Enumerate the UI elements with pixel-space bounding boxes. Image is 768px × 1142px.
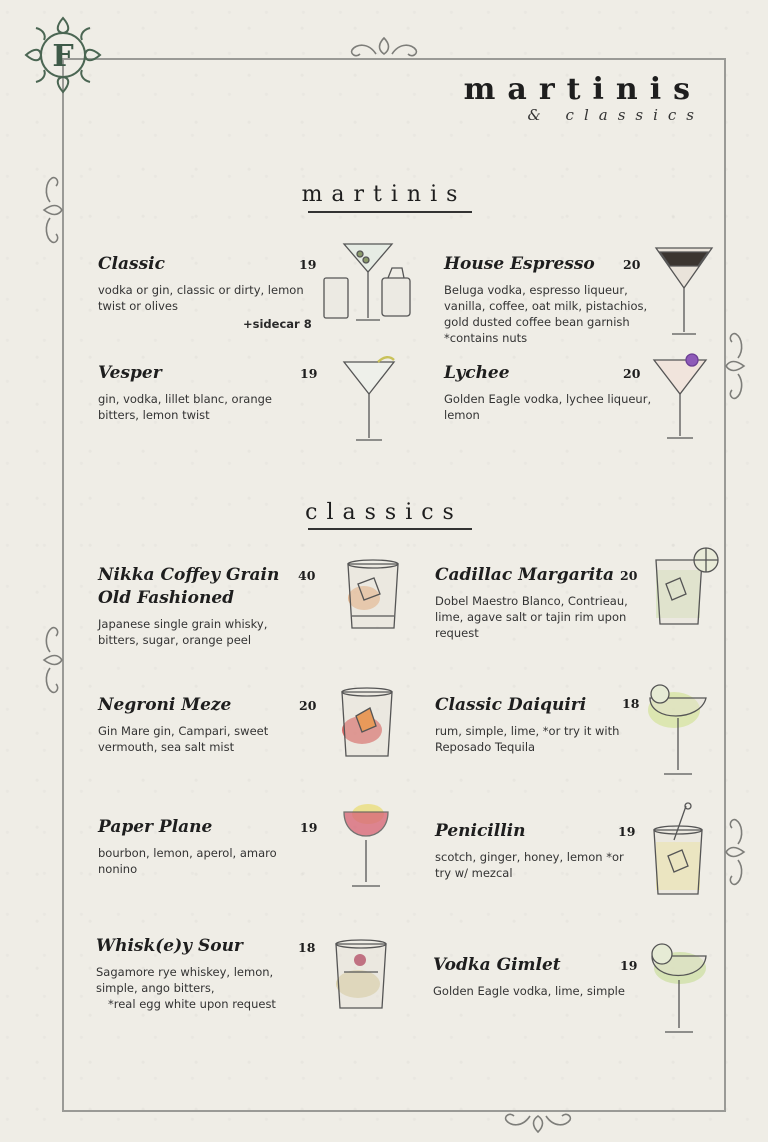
- menu-item-vesper: [98, 362, 328, 423]
- item-price: 18: [622, 696, 640, 711]
- item-name: Negroni Meze: [98, 695, 232, 715]
- item-price: 40: [298, 568, 316, 583]
- monogram-letter: F: [52, 39, 74, 74]
- old-fashioned-illustration: [340, 558, 406, 634]
- item-description: scotch, ginger, honey, lemon *or try w/ mezcal: [435, 850, 624, 880]
- menu-item-nikka-old-fashioned: [98, 564, 328, 648]
- item-description: Golden Eagle vodka, lime, simple: [433, 984, 625, 998]
- negroni-illustration: [334, 686, 400, 762]
- item-description: Japanese single grain whisky, bitters, sugar, orange peel: [98, 617, 268, 647]
- item-price: 20: [299, 698, 317, 713]
- vesper-martini-illustration: [340, 354, 398, 446]
- item-description: bourbon, lemon, aperol, amaro nonino: [98, 846, 277, 876]
- whiskey-sour-illustration: [330, 938, 394, 1014]
- item-price: 19: [618, 824, 636, 839]
- right-flourish-ornament-lower: [722, 814, 752, 890]
- menu-item-whiskey-sour: [96, 935, 326, 996]
- section-heading-classics: classics: [305, 500, 463, 525]
- classic-martini-illustration: [320, 238, 420, 328]
- bottom-flourish-ornament: [500, 1106, 576, 1136]
- item-name: Vesper: [98, 363, 162, 383]
- section-heading-martinis: martinis: [301, 182, 467, 207]
- penicillin-illustration: [648, 800, 708, 898]
- item-description: gin, vodka, lillet blanc, orange bitters, lemon twist: [98, 392, 273, 422]
- item-price: 19: [300, 366, 318, 381]
- item-description: Golden Eagle vodka, lychee liqueur, lemon: [444, 392, 652, 422]
- page-title: martinis: [463, 72, 702, 107]
- item-description: rum, simple, lime, *or try it with Reposado Tequila: [435, 724, 620, 754]
- page-subtitle: & classics: [527, 106, 704, 124]
- menu-item-negroni-meze: [98, 694, 328, 755]
- item-price: 19: [299, 257, 317, 272]
- vodka-gimlet-illustration: [644, 940, 710, 1038]
- item-name: Paper Plane: [98, 817, 213, 837]
- right-flourish-ornament-upper: [722, 328, 752, 404]
- left-flourish-ornament-lower: [36, 622, 66, 698]
- lychee-martini-illustration: [650, 352, 710, 444]
- daiquiri-illustration: [644, 682, 712, 782]
- item-price: 18: [298, 940, 316, 955]
- item-description: Sagamore rye whiskey, lemon, simple, ango bitters,: [96, 965, 274, 995]
- item-description: Gin Mare gin, Campari, sweet vermouth, sea salt mist: [98, 724, 269, 754]
- top-flourish-ornament: [346, 34, 422, 62]
- item-price: 19: [300, 820, 318, 835]
- espresso-martini-illustration: [652, 244, 716, 340]
- margarita-illustration: [650, 544, 724, 632]
- item-price: 20: [623, 257, 641, 272]
- item-name: Lychee: [444, 363, 510, 383]
- item-name: Nikka Coffey Grain Old Fashioned: [98, 565, 280, 608]
- item-addon: +sidecar 8: [243, 317, 312, 331]
- item-note: *real egg white upon request: [108, 997, 276, 1011]
- menu-item-paper-plane: [98, 816, 328, 877]
- item-price: 20: [620, 568, 638, 583]
- menu-item-classic: [98, 253, 328, 314]
- item-price: 20: [623, 366, 641, 381]
- item-name: Cadillac Margarita: [435, 565, 615, 585]
- monogram-emblem: [22, 14, 104, 96]
- item-name: Classic: [98, 254, 165, 274]
- item-name: Penicillin: [435, 821, 526, 841]
- paper-plane-illustration: [338, 800, 394, 892]
- section-rule-classics: [308, 528, 472, 530]
- item-description: vodka or gin, classic or dirty, lemon twist or olives: [98, 283, 304, 313]
- item-description: Beluga vodka, espresso liqueur, vanilla, coffee, oat milk, pistachios, gold dusted coffee bean garnish *contains nuts: [444, 283, 648, 345]
- section-rule-martinis: [308, 211, 472, 213]
- item-name: Classic Daiquiri: [435, 695, 587, 715]
- item-name: House Espresso: [444, 254, 595, 274]
- item-name: Whisk(e)y Sour: [96, 936, 243, 956]
- item-name: Vodka Gimlet: [433, 955, 561, 975]
- item-price: 19: [620, 958, 638, 973]
- item-description: Dobel Maestro Blanco, Contrieau, lime, agave salt or tajin rim upon request: [435, 594, 628, 640]
